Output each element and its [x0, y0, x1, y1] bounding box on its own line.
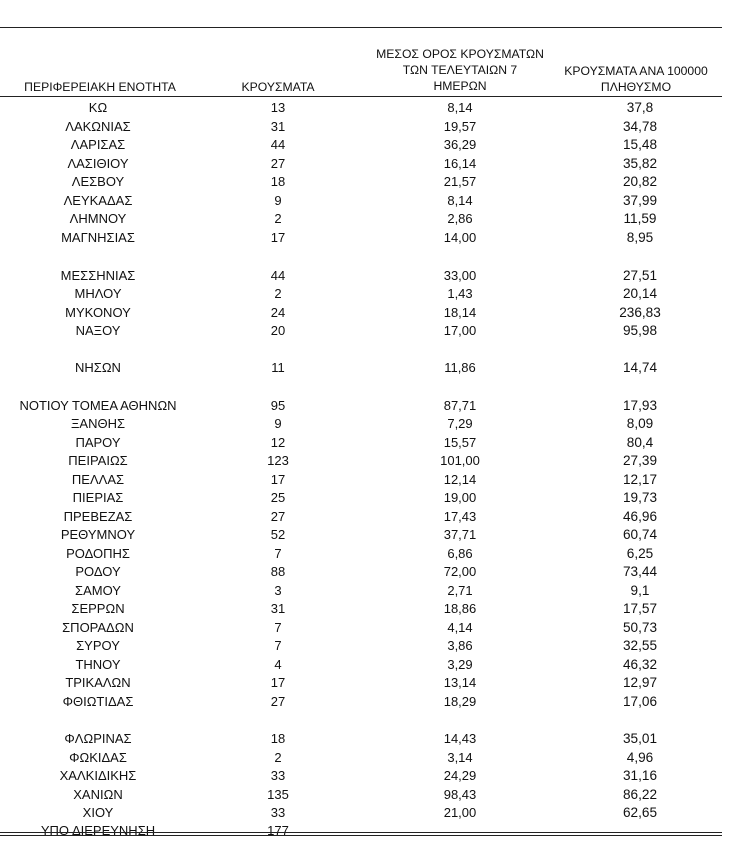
table-row — [0, 692, 734, 711]
cases-cell: 11 — [271, 360, 285, 375]
avg7-cell: 14,43 — [443, 731, 477, 746]
per100k-cell: 62,65 — [622, 805, 658, 820]
table-row — [0, 266, 734, 285]
cases-cell: 24 — [270, 305, 286, 320]
avg7-cell: 18,86 — [443, 601, 477, 616]
table-row — [0, 451, 734, 470]
table-row — [0, 507, 734, 526]
per100k-cell: 4,96 — [626, 750, 654, 765]
region-cell: ΝΗΣΩΝ — [75, 360, 121, 375]
cases-cell: 44 — [270, 137, 286, 152]
table-row — [0, 303, 734, 322]
cases-cell: 88 — [270, 564, 286, 579]
cases-cell: 27 — [270, 694, 286, 709]
avg7-cell: 1,43 — [447, 286, 473, 301]
per100k-cell: 12,17 — [622, 472, 658, 487]
table-row — [0, 766, 734, 785]
table-row — [0, 433, 734, 452]
table-row — [0, 396, 734, 415]
avg7-cell: 3,14 — [447, 750, 473, 765]
region-cell: ΛΕΥΚΑΔΑΣ — [63, 193, 133, 208]
per100k-cell: 80,4 — [626, 435, 654, 450]
cases-cell: 95 — [270, 398, 286, 413]
per100k-cell: 17,57 — [622, 601, 658, 616]
per100k-cell: 34,78 — [622, 119, 658, 134]
table-row — [0, 636, 734, 655]
table-row — [0, 785, 734, 804]
cases-cell: 27 — [270, 509, 286, 524]
avg7-cell: 101,00 — [440, 453, 480, 468]
region-cell: ΛΕΣΒΟΥ — [71, 174, 125, 189]
region-cell: ΜΗΛΟΥ — [74, 286, 122, 301]
per100k-cell: 15,48 — [622, 137, 658, 152]
region-cell: ΝΑΞΟΥ — [75, 323, 121, 338]
avg7-cell: 16,14 — [443, 156, 477, 171]
avg7-cell: 2,71 — [447, 583, 473, 598]
cases-cell: 25 — [270, 490, 286, 505]
table-row — [0, 358, 734, 377]
table-row — [0, 321, 734, 340]
cases-cell: 4 — [274, 657, 282, 672]
header-per100k — [548, 63, 724, 95]
region-cell: ΛΗΜΝΟΥ — [69, 211, 127, 226]
per100k-cell: 9,1 — [630, 583, 650, 598]
per100k-cell: 8,95 — [626, 230, 654, 245]
per100k-cell: 37,8 — [626, 100, 654, 115]
avg7-cell: 17,00 — [443, 323, 477, 338]
region-cell: ΦΘΙΩΤΙΔΑΣ — [62, 694, 134, 709]
cases-cell: 135 — [267, 787, 289, 802]
table-row — [0, 803, 734, 822]
per100k-cell: 50,73 — [622, 620, 658, 635]
region-cell: ΧΙΟΥ — [82, 805, 114, 820]
header-cases: ΚΡΟΥΣΜΑΤΑ — [241, 80, 315, 94]
cases-cell: 17 — [270, 472, 286, 487]
per100k-cell: 46,32 — [622, 657, 658, 672]
per100k-cell: 86,22 — [622, 787, 658, 802]
avg7-cell: 24,29 — [443, 768, 477, 783]
cases-cell: 2 — [274, 750, 282, 765]
cases-cell: 27 — [270, 156, 286, 171]
cases-cell: 7 — [274, 620, 282, 635]
avg7-cell: 37,71 — [443, 527, 477, 542]
avg7-cell: 87,71 — [443, 398, 477, 413]
table-row — [0, 154, 734, 173]
avg7-cell: 3,86 — [447, 638, 473, 653]
region-cell: ΦΛΩΡΙΝΑΣ — [64, 731, 132, 746]
cases-cell: 9 — [274, 416, 282, 431]
avg7-cell: 19,00 — [443, 490, 477, 505]
per100k-cell: 11,59 — [623, 211, 657, 226]
header-per100k-line1: ΚΡΟΥΣΜΑΤΑ ΑΝΑ 100000 — [564, 64, 708, 78]
cases-cell: 33 — [270, 805, 286, 820]
region-cell: ΤΡΙΚΑΛΩΝ — [65, 675, 131, 690]
table-row — [0, 284, 734, 303]
region-cell: ΥΠΟ ΔΙΕΡΕΥΝΗΣΗ — [40, 823, 156, 838]
per100k-cell: 12,97 — [622, 675, 658, 690]
cases-cell: 177 — [267, 823, 289, 838]
cases-cell: 13 — [270, 100, 286, 115]
avg7-cell: 72,00 — [443, 564, 477, 579]
per100k-cell: 19,73 — [622, 490, 658, 505]
region-cell: ΠΑΡΟΥ — [75, 435, 121, 450]
top-rule — [0, 27, 722, 28]
per100k-cell: 60,74 — [622, 527, 658, 542]
region-cell: ΧΑΝΙΩΝ — [73, 787, 123, 802]
avg7-cell: 2,86 — [447, 211, 473, 226]
avg7-cell: 11,86 — [444, 360, 476, 375]
avg7-cell: 3,29 — [447, 657, 473, 672]
cases-cell: 44 — [270, 268, 286, 283]
avg7-cell: 17,43 — [443, 509, 477, 524]
per100k-cell: 27,39 — [622, 453, 658, 468]
region-cell: ΜΥΚΟΝΟΥ — [65, 305, 131, 320]
region-cell: ΠΕΛΛΑΣ — [71, 472, 125, 487]
avg7-cell: 12,14 — [443, 472, 477, 487]
avg7-cell: 98,43 — [443, 787, 477, 802]
avg7-cell: 21,57 — [443, 174, 477, 189]
cases-cell: 17 — [270, 675, 286, 690]
region-cell: ΠΕΙΡΑΙΩΣ — [68, 453, 128, 468]
per100k-cell: 20,82 — [622, 174, 658, 189]
table-row — [0, 748, 734, 767]
per100k-cell: 95,98 — [622, 323, 658, 338]
per100k-cell: 32,55 — [622, 638, 658, 653]
table-row — [0, 228, 734, 247]
cases-cell: 52 — [270, 527, 286, 542]
region-cell: ΡΟΔΟΠΗΣ — [66, 546, 130, 561]
per100k-cell: 17,93 — [622, 398, 658, 413]
per100k-cell: 17,06 — [622, 694, 658, 709]
avg7-cell: 36,29 — [443, 137, 477, 152]
table-row — [0, 172, 734, 191]
region-cell: ΠΙΕΡΙΑΣ — [72, 490, 124, 505]
table-row — [0, 581, 734, 600]
region-cell: ΧΑΛΚΙΔΙΚΗΣ — [59, 768, 137, 783]
cases-cell: 123 — [267, 453, 289, 468]
cases-cell: 31 — [270, 601, 286, 616]
table-row — [0, 135, 734, 154]
table-row — [0, 729, 734, 748]
table-row — [0, 98, 734, 117]
region-cell: ΣΑΜΟΥ — [75, 583, 121, 598]
per100k-cell: 236,83 — [619, 305, 661, 320]
per100k-cell: 8,09 — [626, 416, 654, 431]
header-per100k-line2: ΠΛΗΘΥΣΜΟ — [600, 80, 672, 94]
table-row — [0, 544, 734, 563]
header-avg7 — [360, 46, 560, 94]
avg7-cell: 8,14 — [447, 100, 473, 115]
cases-cell: 18 — [270, 174, 286, 189]
region-cell: ΛΑΡΙΣΑΣ — [70, 137, 126, 152]
cases-cell: 31 — [270, 119, 286, 134]
per100k-cell: 35,82 — [622, 156, 658, 171]
table-row — [0, 117, 734, 136]
header-rule — [0, 96, 722, 97]
cases-cell: 2 — [274, 286, 282, 301]
region-cell: ΝΟΤΙΟΥ ΤΟΜΕΑ ΑΘΗΝΩΝ — [19, 398, 177, 413]
cases-cell: 7 — [274, 546, 282, 561]
table-row — [0, 525, 734, 544]
cases-cell: 9 — [274, 193, 282, 208]
table-row — [0, 470, 734, 489]
header-avg7-line3: ΗΜΕΡΩΝ — [433, 79, 487, 93]
cases-cell: 2 — [274, 211, 282, 226]
avg7-cell: 21,00 — [443, 805, 477, 820]
table-row — [0, 599, 734, 618]
avg7-cell: 6,86 — [447, 546, 473, 561]
region-cell: ΤΗΝΟΥ — [75, 657, 121, 672]
header-avg7-line1: ΜΕΣΟΣ ΟΡΟΣ ΚΡΟΥΣΜΑΤΩΝ — [376, 47, 544, 61]
region-cell: ΛΑΚΩΝΙΑΣ — [65, 119, 131, 134]
region-cell: ΣΕΡΡΩΝ — [71, 601, 125, 616]
table-row — [0, 414, 734, 433]
region-cell: ΞΑΝΘΗΣ — [70, 416, 126, 431]
region-cell: ΣΠΟΡΑΔΩΝ — [62, 620, 134, 635]
per100k-cell: 46,96 — [622, 509, 658, 524]
region-cell: ΡΟΔΟΥ — [75, 564, 121, 579]
avg7-cell: 33,00 — [443, 268, 477, 283]
region-cell: ΜΕΣΣΗΝΙΑΣ — [60, 268, 136, 283]
table-row — [0, 562, 734, 581]
per100k-cell: 20,14 — [622, 286, 658, 301]
cases-cell: 3 — [274, 583, 282, 598]
table-row — [0, 209, 734, 228]
header-avg7-line2: ΤΩΝ ΤΕΛΕΥΤΑΙΩΝ 7 — [402, 63, 518, 77]
region-cell: ΣΥΡΟΥ — [76, 638, 120, 653]
avg7-cell: 15,57 — [443, 435, 477, 450]
avg7-cell: 8,14 — [447, 193, 473, 208]
per100k-cell: 37,99 — [622, 193, 658, 208]
region-cell: ΚΩ — [88, 100, 108, 115]
region-cell: ΠΡΕΒΕΖΑΣ — [63, 509, 133, 524]
region-cell: ΡΕΘΥΜΝΟΥ — [60, 527, 136, 542]
table-row — [0, 673, 734, 692]
cases-cell: 33 — [270, 768, 286, 783]
cases-cell: 12 — [270, 435, 286, 450]
per100k-cell: 73,44 — [622, 564, 658, 579]
per100k-cell: 6,25 — [626, 546, 654, 561]
table-row — [0, 191, 734, 210]
avg7-cell: 19,57 — [443, 119, 477, 134]
avg7-cell: 14,00 — [443, 230, 477, 245]
per100k-cell: 27,51 — [622, 268, 658, 283]
region-cell: ΛΑΣΙΘΙΟΥ — [67, 156, 129, 171]
cases-cell: 7 — [274, 638, 282, 653]
table-row — [0, 618, 734, 637]
avg7-cell: 13,14 — [443, 675, 477, 690]
table-row — [0, 488, 734, 507]
header-region: ΠΕΡΙΦΕΡΕΙΑΚΗ ΕΝΟΤΗΤΑ — [24, 80, 176, 94]
region-cell: ΜΑΓΝΗΣΙΑΣ — [61, 230, 135, 245]
region-cell: ΦΩΚΙΔΑΣ — [69, 750, 127, 765]
per100k-cell: 35,01 — [622, 731, 658, 746]
bottom-rule — [0, 832, 722, 836]
cases-cell: 17 — [270, 230, 286, 245]
avg7-cell: 18,14 — [443, 305, 477, 320]
table-row — [0, 655, 734, 674]
avg7-cell: 18,29 — [443, 694, 477, 709]
avg7-cell: 4,14 — [447, 620, 473, 635]
cases-cell: 18 — [270, 731, 286, 746]
per100k-cell: 14,74 — [622, 360, 658, 375]
table-row — [0, 821, 734, 840]
per100k-cell: 31,16 — [622, 768, 658, 783]
cases-cell: 20 — [270, 323, 286, 338]
avg7-cell: 7,29 — [447, 416, 473, 431]
